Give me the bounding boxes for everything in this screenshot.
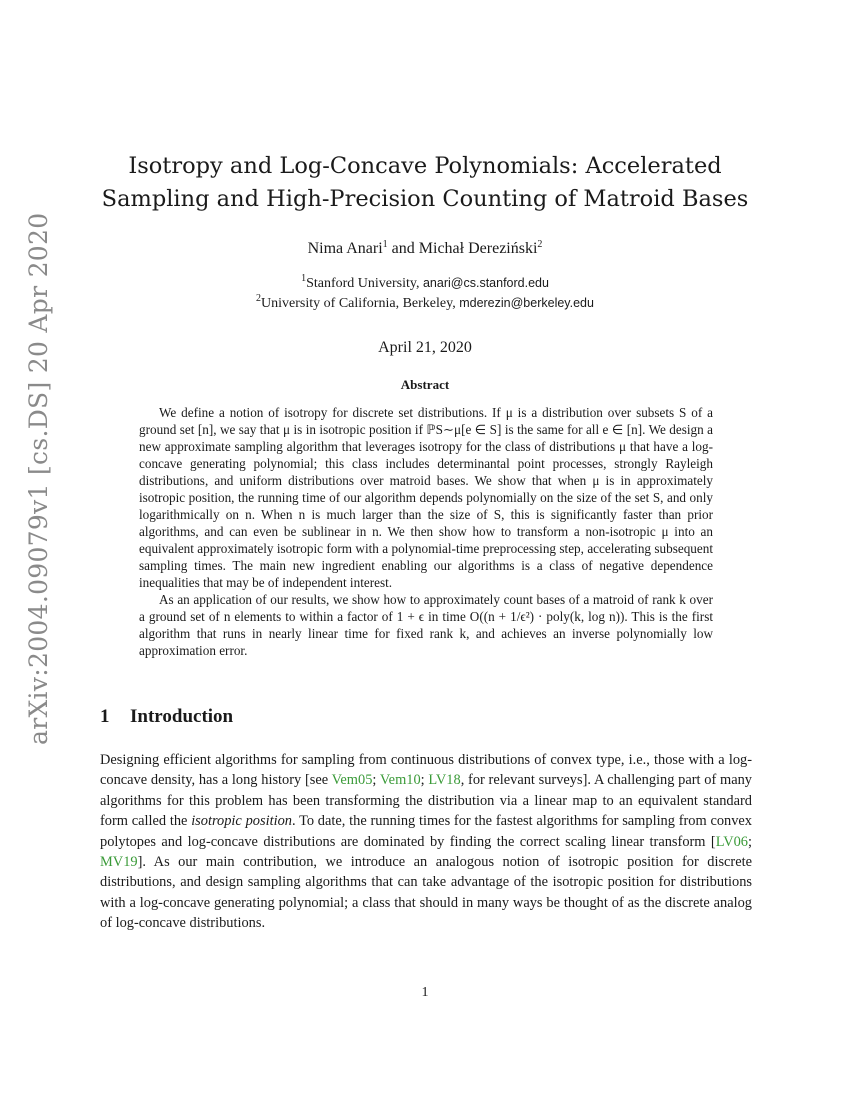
body-text: Designing efficient algorithms for sampling from continuous distributions of convex type, i.e., those with a log-concave density, has a long history [see — [100, 752, 752, 789]
author-affiliation-mark: 2 — [537, 239, 543, 250]
author-name: Michał Dereziński — [418, 240, 538, 257]
author-affiliation-mark: 1 — [382, 239, 388, 250]
affiliation-mark: 2 — [256, 293, 262, 304]
paper-title — [80, 150, 770, 216]
body-text: ; — [748, 833, 752, 850]
affiliation — [0, 293, 850, 312]
section-title: Introduction — [130, 706, 234, 727]
affiliation-email[interactable]: mderezin@berkeley.edu — [459, 296, 594, 310]
abstract-body — [139, 404, 713, 659]
abstract-paragraph: As an application of our results, we show how to approximately count bases of a matroid of rank k over a ground set of n elements to within a factor of 1 + ϵ in time O((n + 1/ϵ²) · poly(k, log n)). This is the first algorithm that runs in nearly linear time for fixed rank k, and achieves an inverse polynomially low approximation error. — [139, 592, 713, 658]
body-text: ]. As our main contribution, we introduce an analogous notion of isotropic position for discrete distributions, and design sampling algorithms that can take advantage of the isotropic position for distributions with a log-concave generating polynomial; a class that should in many ways be thought of as the discrete analog of log-concave distributions. — [100, 854, 752, 932]
abstract-heading: Abstract — [400, 377, 450, 392]
section-number: 1 — [100, 706, 110, 727]
author-list — [0, 240, 850, 258]
affiliation — [0, 273, 850, 292]
arxiv-identifier-stamp: arXiv:2004.09079v1 [cs.DS] 20 Apr 2020 — [24, 212, 53, 745]
body-text: ; — [372, 772, 380, 789]
title-line-2: Sampling and High-Precision Counting of Matroid Bases — [101, 186, 749, 212]
affiliation-institution: University of California, Berkeley, — [261, 296, 460, 311]
abstract-paragraph: We define a notion of isotropy for discrete set distributions. If μ is a distribution over subsets S of a ground set [n], we say that μ is in isotropic position if ℙS∼μ[e ∈ S] is the same for all e ∈ [n]. We design a new approximate sampling algorithm that leverages isotropy for the class of distributions μ that have a log-concave generating polynomial; this class includes determinantal point processes, strongly Rayleigh distributions, and uniform distributions over matroid bases. We show that when μ is in approximately isotropic position, the running time of our algorithm depends polynomially on the size of the set S, and only logarithmically on n. When n is much larger than the size of S, this is significantly faster than prior algorithms, and can even be sublinear in n. We then show how to transform a non-isotropic μ into an equivalent approximately isotropic form with a polynomial-time preprocessing step, accelerating subsequent sampling times. The main new ingredient enabling our algorithms is a class of negative dependence inequalities that may be of independent interest. — [139, 405, 713, 590]
body-paragraph — [100, 750, 752, 934]
author-name: Nima Anari — [307, 240, 383, 257]
affiliation-institution: Stanford University, — [306, 276, 423, 291]
citation-link[interactable]: Vem10 — [379, 772, 421, 789]
affiliation-email[interactable]: anari@cs.stanford.edu — [422, 276, 549, 290]
affiliation-mark: 1 — [301, 273, 307, 284]
body-text: , for relevant surveys]. A challenging part of many algorithms for this problem has been transforming the distribution via a linear map to an equivalent standard form called the — [100, 772, 752, 830]
citation-link[interactable]: LV06 — [715, 833, 748, 850]
citation-link[interactable]: MV19 — [100, 854, 138, 871]
section-heading — [100, 706, 233, 728]
citation-link[interactable]: LV18 — [428, 772, 461, 789]
title-line-1: Isotropy and Log-Concave Polynomials: Accelerated — [128, 153, 722, 179]
citation-link[interactable]: Vem05 — [331, 772, 373, 789]
emphasized-term: isotropic position — [191, 813, 292, 830]
publication-date: April 21, 2020 — [378, 339, 472, 356]
body-text: ; — [420, 772, 429, 789]
author-conjunction: and — [387, 240, 419, 257]
introduction-body — [100, 750, 752, 934]
body-text: . To date, the running times for the fastest algorithms for sampling from convex polytopes and log-concave distributions are dominated by finding the correct scaling linear transform [ — [100, 813, 752, 850]
page-number: 1 — [421, 985, 429, 1000]
